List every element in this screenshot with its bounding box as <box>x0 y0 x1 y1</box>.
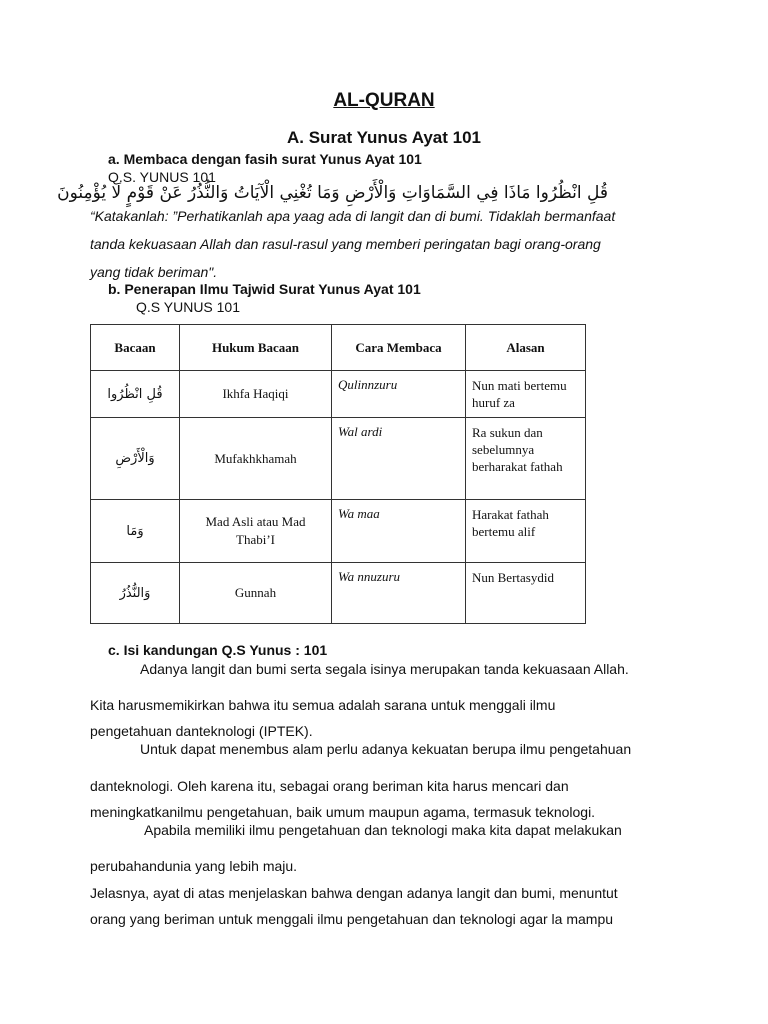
cell-hukum: Ikhfa Haqiqi <box>180 371 332 418</box>
qs-reference-1: Q.S. YUNUS 101 <box>108 169 216 185</box>
content-line-10: orang yang beriman untuk menggali ilmu pengetahuan dan teknologi agar la mampu <box>90 911 614 927</box>
cell-alasan: Nun Bertasydid <box>466 563 586 624</box>
header-cara-membaca: Cara Membaca <box>332 325 466 371</box>
header-bacaan: Bacaan <box>91 325 180 371</box>
content-line-5: danteknologi. Oleh karena itu, sebagai orang beriman kita harus mencari dan <box>90 778 569 794</box>
cell-cara: Wa maa <box>332 500 466 563</box>
translation-line-2: tanda kekuasaan Allah dan rasul-rasul yang memberi peringatan bagi orang-orang <box>90 236 601 252</box>
document-title: AL-QURAN <box>333 90 435 111</box>
cell-alasan: Nun mati bertemu huruf za <box>466 371 586 418</box>
translation-line-3: yang tidak beriman". <box>90 264 218 280</box>
cell-cara: Wa nnuzuru <box>332 563 466 624</box>
content-line-1: Adanya langit dan bumi serta segala isinya merupakan tanda kekuasaan Allah. <box>140 661 629 677</box>
cell-cara: Qulinnzuru <box>332 371 466 418</box>
cell-alasan: Harakat fathah bertemu alif <box>466 500 586 563</box>
tajwid-table <box>90 324 586 624</box>
table-row <box>91 563 586 624</box>
table-row <box>91 500 586 563</box>
cell-hukum: Mufakhkhamah <box>180 418 332 500</box>
header-alasan: Alasan <box>466 325 586 371</box>
cell-bacaan: وَمَا <box>91 500 180 563</box>
cell-alasan: Ra sukun dan sebelumnya berharakat fathah <box>466 418 586 500</box>
content-line-6: meningkatkanilmu pengetahuan, baik umum maupun agama, termasuk teknologi. <box>90 804 596 820</box>
content-line-8: perubahandunia yang lebih maju. <box>90 858 298 874</box>
section-a-heading: A. Surat Yunus Ayat 101 <box>287 128 481 147</box>
table-header-row <box>91 325 586 371</box>
cell-bacaan: وَالنُّذُرُ <box>91 563 180 624</box>
item-b-heading: b. Penerapan Ilmu Tajwid Surat Yunus Ayat 101 <box>108 281 421 297</box>
header-hukum-bacaan: Hukum Bacaan <box>180 325 332 371</box>
cell-hukum: Mad Asli atau Mad Thabi’I <box>180 500 332 563</box>
qs-reference-2: Q.S YUNUS 101 <box>136 299 241 315</box>
item-c-heading: c. Isi kandungan Q.S Yunus : 101 <box>108 642 328 658</box>
content-line-7: Apabila memiliki ilmu pengetahuan dan teknologi maka kita dapat melakukan <box>144 822 622 838</box>
content-line-4: Untuk dapat menembus alam perlu adanya kekuatan berupa ilmu pengetahuan <box>140 741 632 757</box>
content-line-9: Jelasnya, ayat di atas menjelaskan bahwa dengan adanya langit dan bumi, menuntut <box>90 885 618 901</box>
item-a-heading: a. Membaca dengan fasih surat Yunus Ayat 101 <box>108 151 422 167</box>
cell-hukum: Gunnah <box>180 563 332 624</box>
content-line-2: Kita harusmemikirkan bahwa itu semua adalah sarana untuk menggali ilmu <box>90 697 556 713</box>
cell-bacaan: وَالْأَرْضِ <box>91 418 180 500</box>
cell-bacaan: قُلِ انْظُرُوا <box>91 371 180 418</box>
cell-cara: Wal ardi <box>332 418 466 500</box>
content-line-3: pengetahuan danteknologi (IPTEK). <box>90 723 313 739</box>
table-row <box>91 418 586 500</box>
translation-line-1: “Katakanlah: ”Perhatikanlah apa yaag ada di langit dan di bumi. Tidaklah bermanfaat <box>90 208 616 224</box>
table-row <box>91 371 586 418</box>
arabic-verse: قُلِ انْظُرُوا مَاذَا فِي السَّمَاوَاتِ وَالْأَرْضِ وَمَا تُغْنِي الْآيَاتُ وَالنُّذُرُ عَنْ قَوْمٍ لَا يُؤْمِنُونَ <box>57 183 608 203</box>
